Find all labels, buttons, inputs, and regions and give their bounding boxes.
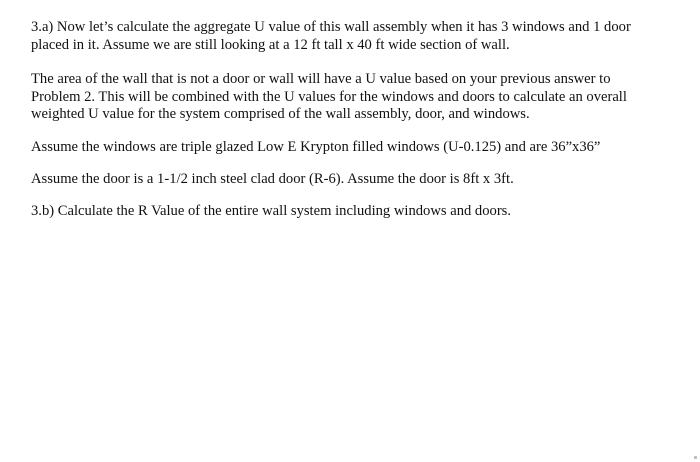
corner-mark bbox=[694, 456, 697, 459]
paragraph-door-assumption bbox=[31, 171, 640, 189]
text-line: Assume the windows are triple glazed Low E Krypton filled windows (U-0.125) and are 36”x36” bbox=[31, 139, 601, 155]
paragraph-3a-question bbox=[31, 19, 640, 54]
text-line: 3.a) Now let’s calculate the aggregate U value of this wall assembly when it has 3 windows and 1 door bbox=[31, 19, 631, 35]
text-line: 3.b) Calculate the R Value of the entire wall system including windows and doors. bbox=[31, 203, 512, 219]
text-line: The area of the wall that is not a door or wall will have a U value based on your previous answer to bbox=[31, 71, 611, 87]
paragraph-window-assumption bbox=[31, 139, 640, 157]
text-line: Problem 2. This will be combined with the U values for the windows and doors to calculate an overall bbox=[31, 88, 627, 105]
paragraph-3b-question bbox=[31, 203, 640, 221]
text-line: weighted U value for the system comprised of the wall assembly, door, and windows. bbox=[31, 106, 530, 122]
paragraph-wall-area-explanation bbox=[31, 71, 640, 124]
text-line: Assume the door is a 1-1/2 inch steel clad door (R-6). Assume the door is 8ft x 3ft. bbox=[31, 171, 514, 187]
text-line: placed in it. Assume we are still looking at a 12 ft tall x 40 ft wide section of wall. bbox=[31, 36, 510, 53]
